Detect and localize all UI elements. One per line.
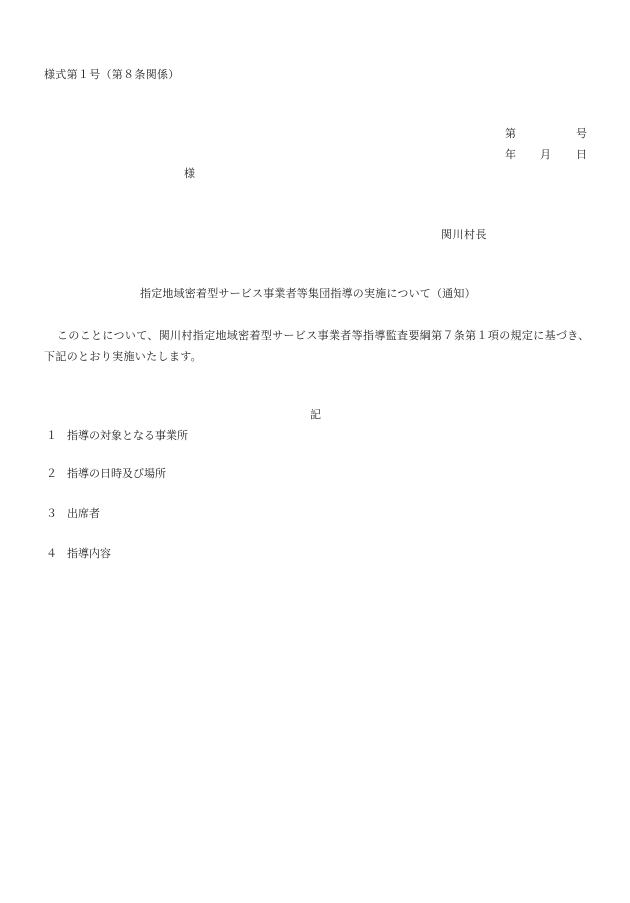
date-year-label: 年 — [505, 148, 516, 161]
list-item-number: １ — [46, 429, 57, 442]
form-label: 様式第１号（第８条関係） — [44, 68, 180, 81]
list-item-text: 指導の日時及び場所 — [67, 467, 166, 480]
document-title: 指定地域密着型サービス事業者等集団指導の実施について（通知） — [140, 287, 476, 300]
ki-heading: 記 — [310, 408, 321, 421]
document-number-suffix: 号 — [576, 127, 587, 140]
body-paragraph: このことについて、関川村指定地域密着型サービス事業者等指導監査要綱第７条第１項の規定に基づき、下記のとおり実施いたします。 — [44, 329, 590, 363]
date-month-label: 月 — [540, 148, 551, 161]
list-item — [46, 430, 188, 441]
list-item-text: 指導内容 — [67, 547, 111, 560]
date-day-label: 日 — [576, 148, 587, 161]
list-item-text: 指導の対象となる事業所 — [67, 429, 188, 442]
sender: 関川村長 — [441, 228, 487, 241]
addressee-suffix: 様 — [184, 167, 195, 180]
list-item — [46, 508, 100, 519]
list-item-number: ２ — [46, 467, 57, 480]
list-item-text: 出席者 — [67, 507, 100, 520]
document-number-label: 第 — [505, 127, 516, 140]
list-item — [46, 548, 111, 559]
list-item — [46, 468, 166, 479]
list-item-number: ３ — [46, 507, 57, 520]
list-item-number: ４ — [46, 547, 57, 560]
